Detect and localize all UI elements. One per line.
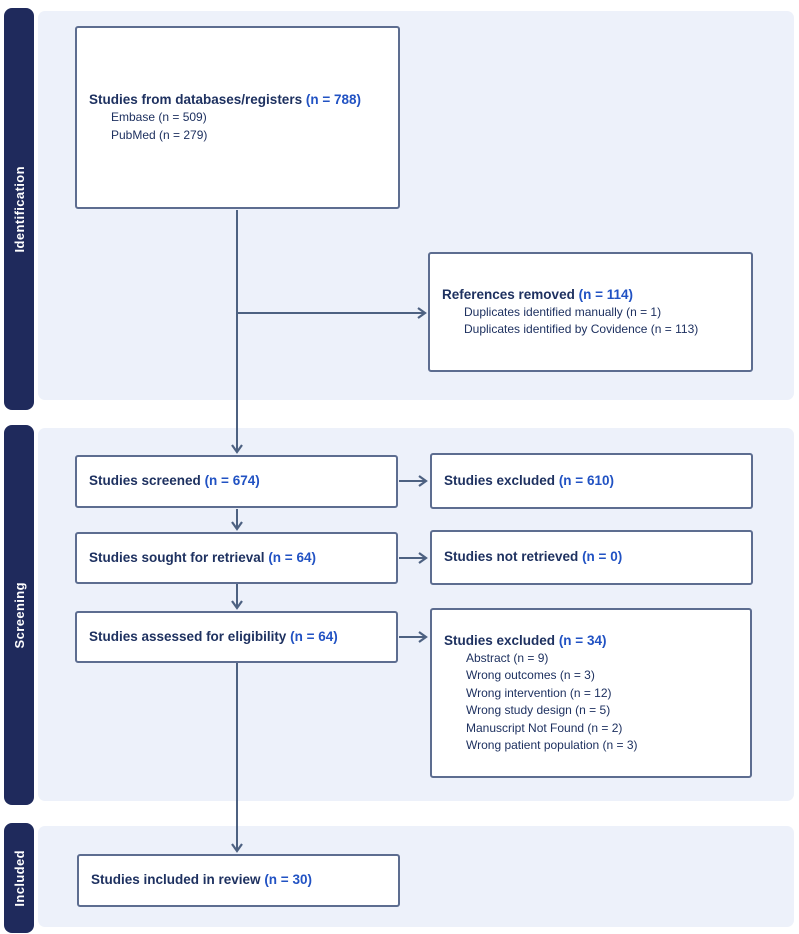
box-studies-not-retrieved [430,530,753,585]
count-value: (n = 610) [558,472,614,488]
sidebar-label-included [4,823,34,933]
box-item: Abstract (n = 9) [466,650,549,665]
sidebar-label-text: Included [11,849,27,907]
count-value: (n = 64) [290,628,338,644]
box-studies-excluded-eligibility [430,608,752,778]
box-title: Studies excluded (n = 610) [444,472,614,488]
sidebar-label-screening [4,425,34,805]
box-title: References removed (n = 114) [442,286,633,302]
box-title: Studies from databases/registers (n = 788) [89,92,362,107]
box-studies-from-databases [75,26,400,209]
box-item: Wrong intervention (n = 12) [466,685,612,700]
sidebar-label-text: Identification [11,165,27,253]
box-title: Studies sought for retrieval (n = 64) [89,549,316,565]
box-title: Studies assessed for eligibility (n = 64) [89,628,338,644]
box-item: Wrong outcomes (n = 3) [466,668,595,683]
box-title: Studies excluded (n = 34) [444,632,607,648]
count-value: (n = 788) [305,92,362,107]
count-value: (n = 34) [558,632,607,648]
count-value: (n = 30) [264,872,312,888]
count-value: (n = 0) [582,549,623,565]
count-value: (n = 674) [204,473,260,489]
count-value: (n = 64) [268,549,316,565]
box-item: Duplicates identified by Covidence (n = 113) [464,322,699,337]
box-references-removed [428,252,753,372]
box-studies-excluded-screening [430,453,753,509]
box-item: Wrong study design (n = 5) [466,703,611,718]
box-studies-screened [75,455,398,508]
box-item: Duplicates identified manually (n = 1) [464,304,662,319]
box-item: PubMed (n = 279) [111,127,208,142]
box-item: Manuscript Not Found (n = 2) [466,720,623,735]
box-studies-sought [75,532,398,584]
box-title: Studies screened (n = 674) [89,473,260,489]
box-studies-assessed [75,611,398,663]
count-value: (n = 114) [578,286,633,302]
box-title: Studies not retrieved (n = 0) [444,549,623,565]
sidebar-label-text: Screening [11,581,27,649]
box-item: Embase (n = 509) [111,110,207,125]
box-title: Studies included in review (n = 30) [91,872,312,888]
box-studies-included [77,854,400,907]
sidebar-label-identification [4,8,34,410]
box-item: Wrong patient population (n = 3) [466,737,638,752]
